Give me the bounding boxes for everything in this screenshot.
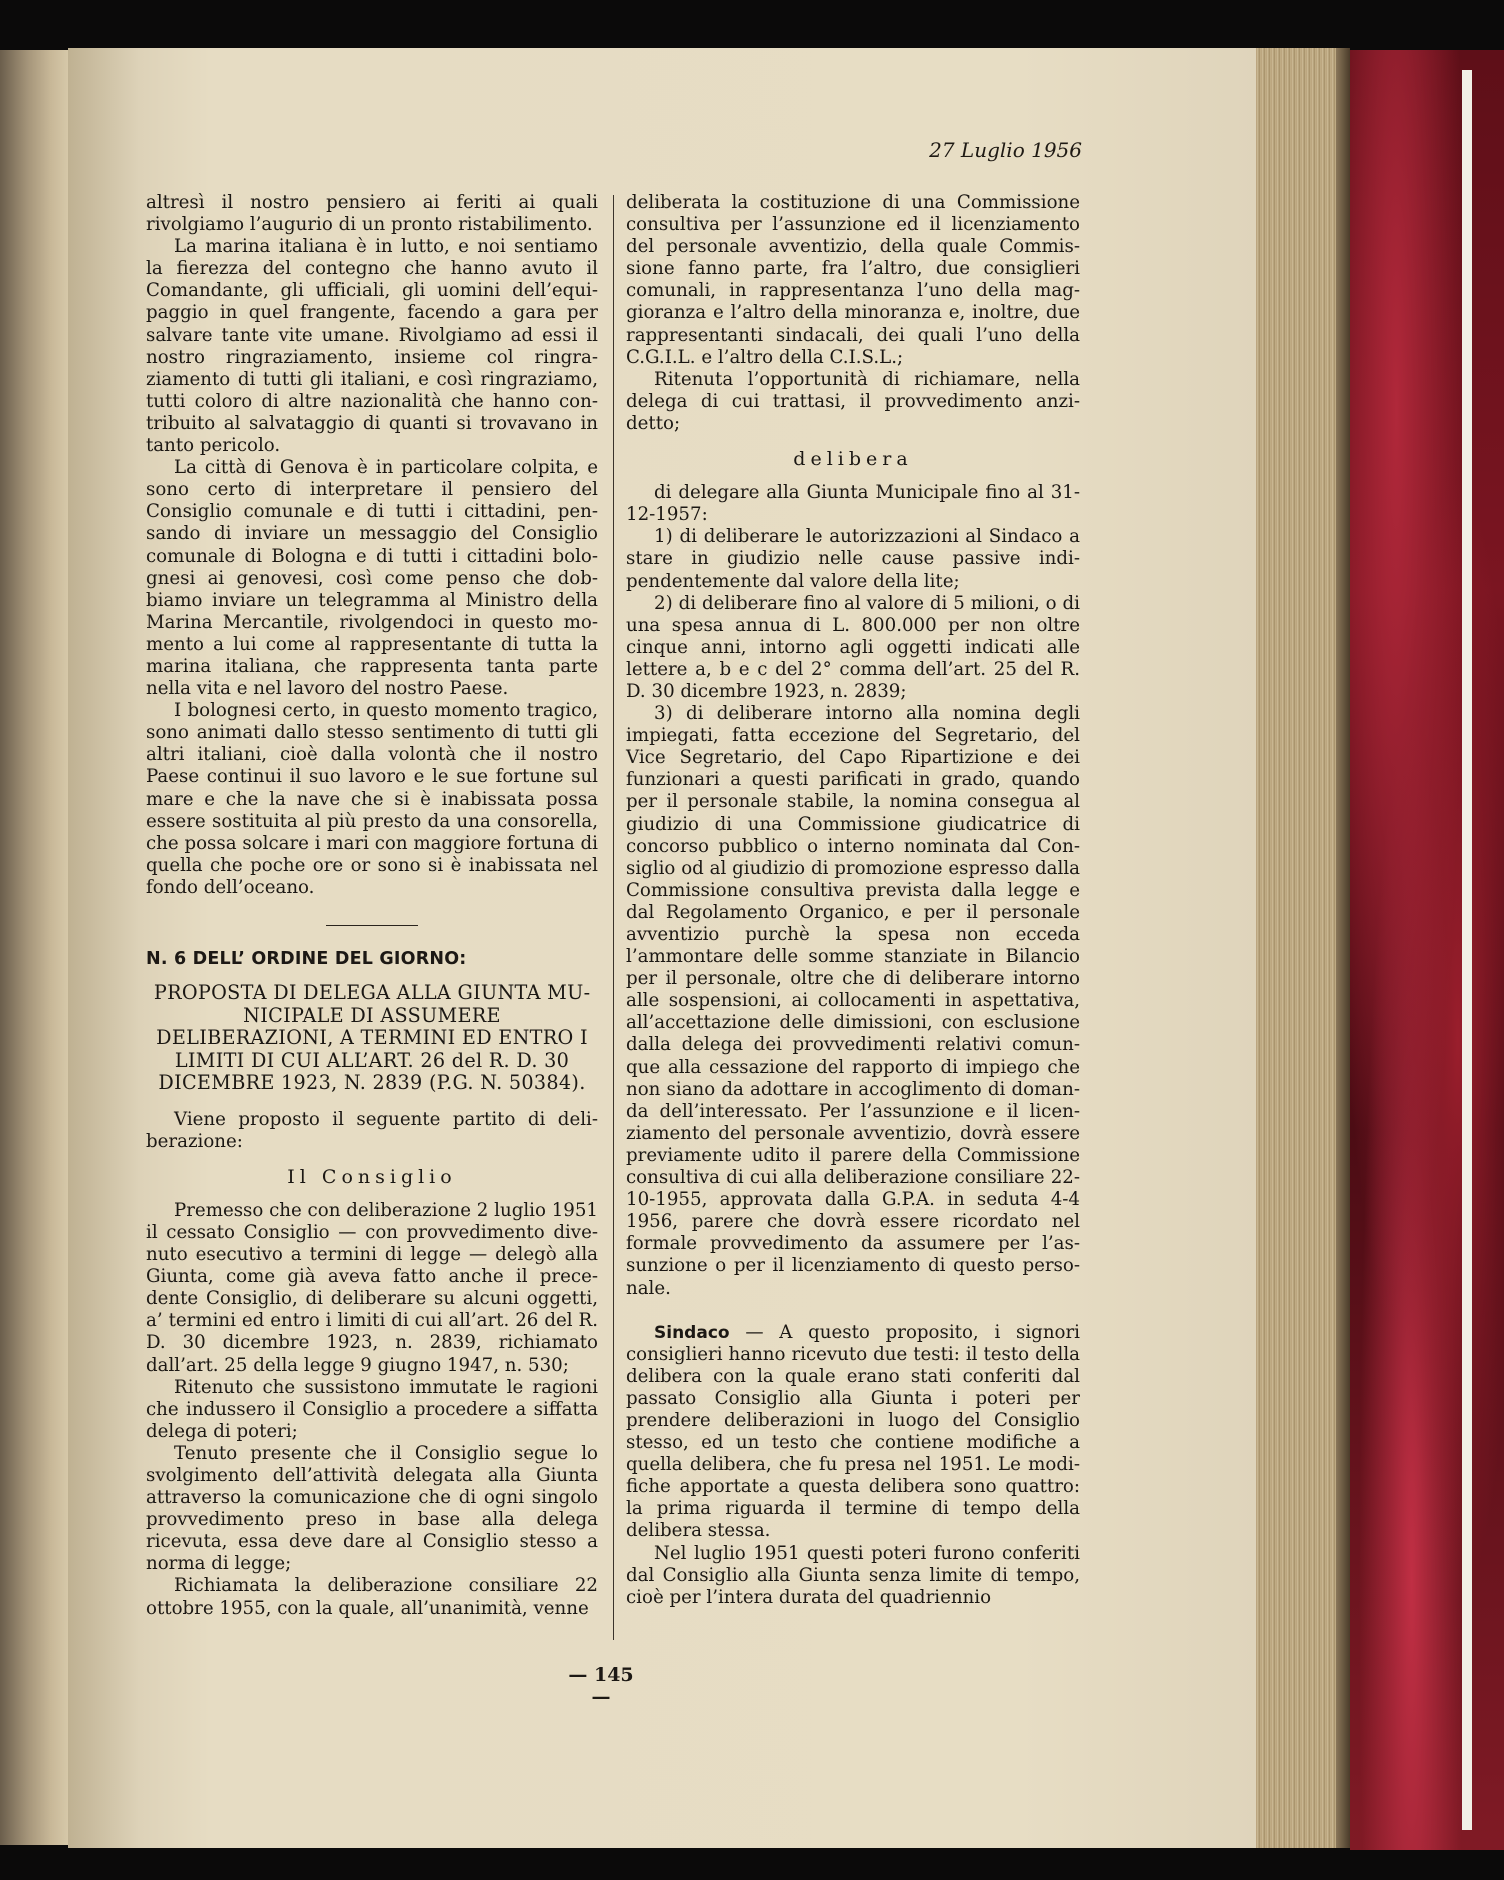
paragraph: I bolognesi certo, in questo momento tragico, sono animati dallo stesso sentimento di tutti gli altri italiani, cioè dalla volontà che il nostro Paese continui il suo lavoro e le sue fortune sul mare e che la nave che si è inabissata possa essere sostituita al più presto da una consorella, che possa solcare i mari con maggiore fortuna di quella che poche ore or sono si è inabissata nel fondo dell’oceano. (146, 700, 598, 898)
left-column (146, 192, 598, 1620)
agenda-item-title: PROPOSTA DI DELEGA ALLA GIUNTA MUNICIPALE DI ASSUMERE DELIBERAZIONI, A TERMINI ED ENTRO I LIMITI DI CUI ALL’ART. 26 del R. D. 30 DICEMBRE 1923, N. 2839 (P.G. N. 50384). (153, 981, 591, 1095)
page-number: — 145 — (568, 1664, 634, 1708)
paragraph: 2) di deliberare fino al valore di 5 milioni, o di una spesa annua di L. 800.000 per non oltre cinque anni, intorno agli oggetti indicati alle lettere a, b e c del 2° comma dell’art. 25 del R. D. 30 dicembre 1923, n. 2839; (626, 592, 1080, 702)
paragraph: altresì il nostro pensiero ai feriti ai quali rivolgiamo l’augurio di un pronto ristabilimento. (146, 192, 598, 236)
left-page-spine (0, 50, 68, 1845)
consiglio-heading: Il Consiglio (287, 1165, 457, 1188)
paragraph: Viene proposto il seguente partito di deliberazione: (146, 1108, 598, 1152)
page-edges-shadow (1336, 48, 1350, 1848)
page-edges (1256, 48, 1336, 1848)
paragraph: deliberata la costituzione di una Commissione consultiva per l’assunzione ed il licenziamento del personale avventizio, della quale Commissione fanno parte, fra l’altro, due consiglieri comunali, in rappresentanza l’uno della maggioranza e l’altro della minoranza e, inoltre, due rappresentanti sindacali, dei quali l’uno della C.G.I.L. e l’altro della C.I.S.L.; (626, 192, 1080, 368)
section-divider (326, 925, 418, 926)
page-header-date: 27 Luglio 1956 (929, 138, 1082, 162)
right-column (626, 192, 1080, 1609)
delibera-heading: delibera (793, 448, 913, 471)
paragraph: Ritenuto che sussistono immutate le ragioni che indussero il Consiglio a procedere a siffatta delega di poteri; (146, 1376, 598, 1442)
paragraph: La marina italiana è in lutto, e noi sentiamo la fierezza del contegno che hanno avuto il Comandante, gli ufficiali, gli uomini dell’equipaggio in quel frangente, facendo a gara per salvare tante vite umane. Rivolgiamo ad essi il nostro ringraziamento, insieme col ringraziamento di tutti gli italiani, e così ringraziamo, tutti coloro di altre nazionalità che hanno contribuito al salvataggio di quanti si trovavano in tanto pericolo. (146, 236, 598, 457)
paragraph: di delegare alla Giunta Municipale fino al 31-12-1957: (626, 482, 1080, 526)
paragraph: Tenuto presente che il Consiglio segue lo svolgimento dell’attività delegata alla Giunta attraverso la comunicazione che di ogni singolo provvedimento preso in base alla delega ricevuta, essa deve dare al Consiglio stesso a norma di legge; (146, 1442, 598, 1575)
speaker-paragraph (626, 1322, 1080, 1543)
paragraph: 3) di deliberare intorno alla nomina degli impiegati, fatta eccezione del Segretario, del Vice Segretario, del Capo Ripartizione e dei funzionari a questi parificati in grado, quando per il personale stabile, la nomina consegua al giudizio di una Commissione giudicatrice di concorso pubblico o interno nominata dal Consiglio od al giudizio di promozione espresso dalla Commissione consultiva prevista dalla legge e dal Regolamento Organico, e per il personale avventizio purchè la spesa non ecceda l’ammontare delle somme stanziate in Bilancio per il personale, oltre che di deliberare intorno alle sospensioni, ai collocamenti in aspettativa, all’accettazione delle dimissioni, con esclusione dalla delega dei provvedimenti relativi comunque alla cessazione del rapporto di impiego che non siano da adottare in accoglimento di domanda dell’interessato. Per l’assunzione e il licenziamento del personale avventizio, dovrà essere previamente udito il parere della Commissione consultiva di cui alla deliberazione consiliare 22-10-1955, approvata dalla G.P.A. in seduta 4-4 1956, parere che dovrà essere ricordato nel formale provvedimento da assumere per l’assunzione o per il licenziamento di questo personale. (626, 703, 1080, 1299)
paragraph: 1) di deliberare le autorizzazioni al Sindaco a stare in giudizio nelle cause passive indipendentemente dal valore della lite; (626, 526, 1080, 592)
paragraph: Premesso che con deliberazione 2 luglio 1951 il cessato Consiglio — con provvedimento divenuto esecutivo a termini di legge — delegò alla Giunta, come già aveva fatto anche il precedente Consiglio, di deliberare su alcuni oggetti, a’ termini ed entro i limiti di cui all’art. 26 del R. D. 30 dicembre 1923, n. 2839, richiamato dall’art. 25 della legge 9 giugno 1947, n. 530; (146, 1199, 598, 1376)
spacer (626, 1300, 1080, 1322)
paragraph: Ritenuta l’opportunità di richiamare, nella delega di cui trattasi, il provvedimento anzidetto; (626, 368, 1080, 434)
column-divider (613, 195, 614, 1640)
agenda-item-number: N. 6 DELL’ ORDINE DEL GIORNO: (146, 949, 467, 969)
binding-strip (1462, 70, 1472, 1830)
book-binding (1350, 50, 1504, 1850)
paragraph: La città di Genova è in particolare colpita, e sono certo di interpretare il pensiero del Consiglio comunale e di tutti i cittadini, pensando di inviare un messaggio del Consiglio comunale di Bologna e di tutti i cittadini bolognesi ai genovesi, così come penso che dobbiamo inviare un telegramma al Ministro della Marina Mercantile, rivolgendoci in questo momento a lui come al rappresentante di tutta la marina italiana, che rappresenta tanta parte nella vita e nel lavoro del nostro Paese. (146, 457, 598, 700)
paragraph: Richiamata la deliberazione consiliare 22 ottobre 1955, con la quale, all’unanimità, venne (146, 1575, 598, 1619)
speaker-name: Sindaco (654, 1322, 730, 1343)
paragraph: Nel luglio 1951 questi poteri furono conferiti dal Consiglio alla Giunta senza limite di tempo, cioè per l’intera durata del quadriennio (626, 1542, 1080, 1608)
speaker-text: — A questo proposito, i signori consiglieri hanno ricevuto due testi: il testo della delibera con la quale erano stati conferiti dal passato Consiglio alla Giunta i poteri per prendere deliberazioni in luogo del Consiglio stesso, ed un testo che contiene modifiche a quella delibera, che fu presa nel 1951. Le modifiche apportate a questa delibera sono quattro: la prima riguarda il termine di tempo della delibera stessa. (626, 1321, 1080, 1542)
